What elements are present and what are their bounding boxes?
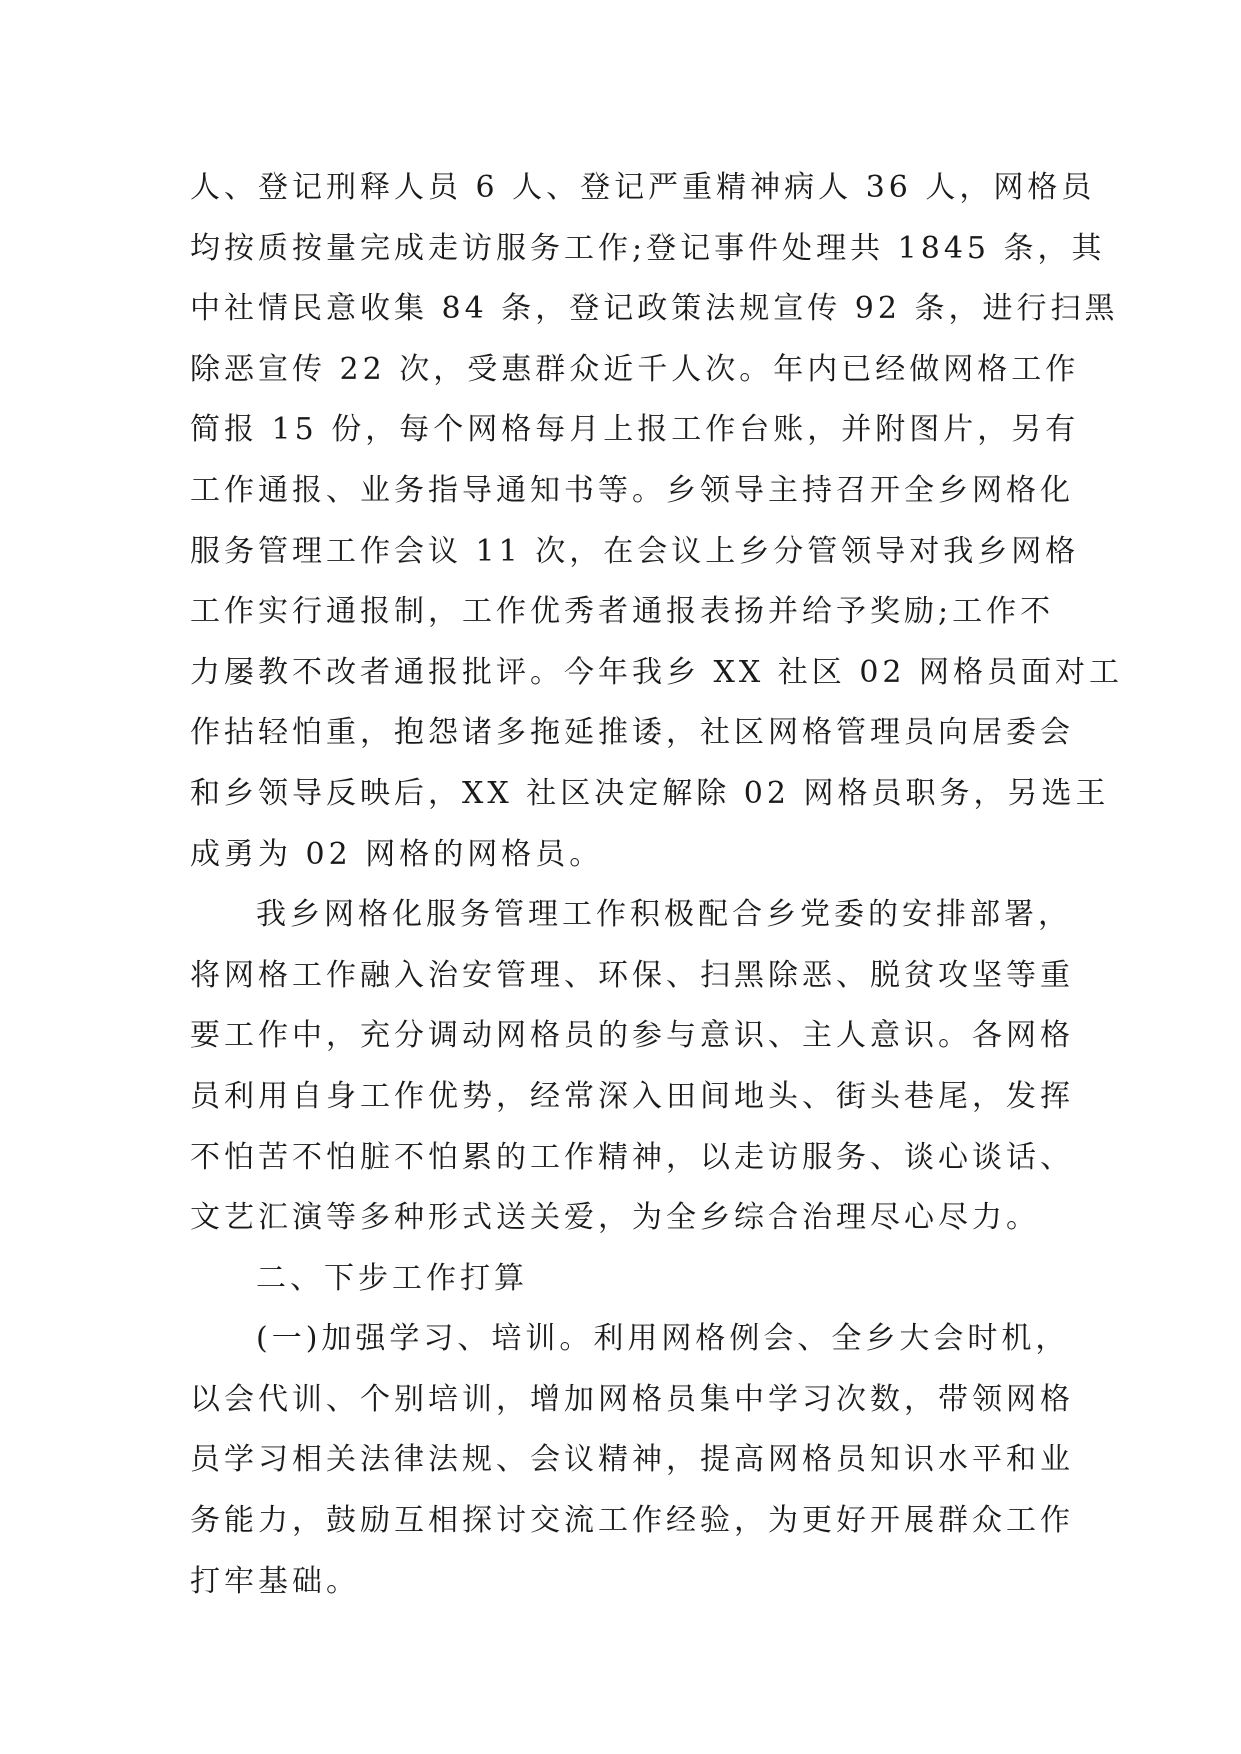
text-line: 不怕苦不怕脏不怕累的工作精神，以走访服务、谈心谈话、	[190, 1139, 1074, 1175]
text-line: 我乡网格化服务管理工作积极配合乡党委的安排部署，	[256, 897, 1072, 933]
text-line: 服务管理工作会议 11 次，在会议上乡分管领导对我乡网格	[190, 533, 1080, 569]
text-line: 工作通报、业务指导通知书等。乡领导主持召开全乡网格化	[190, 472, 1074, 508]
text-line: 和乡领导反映后，XX 社区决定解除 02 网格员职务，另选王	[190, 775, 1110, 811]
text-line: 力屡教不改者通报批评。今年我乡 XX 社区 02 网格员面对工	[190, 654, 1124, 690]
text-line: 员利用自身工作优势，经常深入田间地头、街头巷尾，发挥	[190, 1078, 1074, 1114]
paragraph-grid-coordination	[190, 885, 1074, 1249]
section-heading-text: 二、下步工作打算	[256, 1260, 528, 1296]
text-line: 以会代训、个别培训，增加网格员集中学习次数，带领网格	[190, 1381, 1074, 1417]
text-line: 要工作中，充分调动网格员的参与意识、主人意识。各网格	[190, 1018, 1074, 1054]
text-line: 打牢基础。	[190, 1563, 360, 1599]
text-line: 将网格工作融入治安管理、环保、扫黑除恶、脱贫攻坚等重	[190, 957, 1074, 993]
text-line: 中社情民意收集 84 条，登记政策法规宣传 92 条，进行扫黑	[190, 291, 1119, 327]
text-line: 均按质按量完成走访服务工作;登记事件处理共 1845 条，其	[190, 230, 1106, 266]
paragraph-training	[190, 1309, 1074, 1612]
text-line: 员学习相关法律法规、会议精神，提高网格员知识水平和业	[190, 1442, 1074, 1478]
text-line: 文艺汇演等多种形式送关爱，为全乡综合治理尽心尽力。	[190, 1200, 1040, 1236]
text-line: 务能力，鼓励互相探讨交流工作经验，为更好开展群众工作	[190, 1503, 1074, 1539]
text-line: 成勇为 02 网格的网格员。	[190, 836, 604, 872]
text-line: 除恶宣传 22 次，受惠群众近千人次。年内已经做网格工作	[190, 351, 1080, 387]
text-line: (一)加强学习、培训。利用网格例会、全乡大会时机，	[256, 1321, 1070, 1357]
text-line: 工作实行通报制，工作优秀者通报表扬并给予奖励;工作不	[190, 594, 1055, 630]
text-line: 作拈轻怕重，抱怨诸多拖延推诿，社区网格管理员向居委会	[190, 715, 1074, 751]
text-line: 简报 15 份，每个网格每月上报工作台账，并附图片，另有	[190, 412, 1080, 448]
text-line: 人、登记刑释人员 6 人、登记严重精神病人 36 人，网格员	[190, 170, 1096, 205]
section-heading	[190, 1249, 1050, 1310]
document-body	[190, 158, 1124, 1612]
paragraph-grid-statistics	[190, 158, 1124, 885]
